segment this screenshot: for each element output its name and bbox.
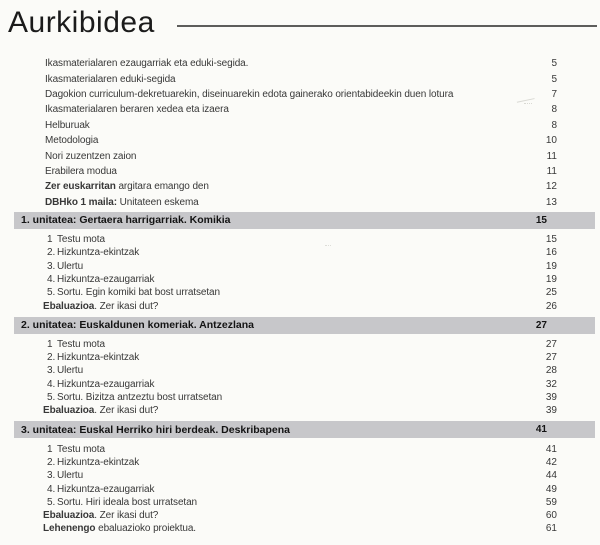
evaluation-label-rest: . Zer ikasi dut?: [94, 300, 159, 312]
subentry-page: 19: [545, 260, 557, 272]
subentry-page: 59: [545, 496, 557, 508]
toc-entry: [0, 56, 600, 71]
toc-entry-label: Metodologia: [45, 135, 99, 147]
subentry-number: 4.: [47, 483, 56, 495]
subentry-number: 4.: [47, 378, 56, 390]
evaluation-label: [43, 405, 537, 416]
page-title: Aurkibidea: [8, 6, 155, 39]
toc-entry-label: [45, 197, 537, 208]
toc-entry-label-bold: DBHko 1 maila:: [45, 196, 117, 208]
subentry-label: Ulertu: [57, 260, 84, 272]
subentry-label: Hizkuntza-ezaugarriak: [57, 378, 155, 390]
toc-entry-page: 5: [551, 73, 557, 85]
subentry-label: Sortu. Egin komiki bat bost urratsetan: [57, 287, 220, 299]
subentry-label: Testu mota: [57, 443, 105, 455]
subentry-number: 5.: [47, 392, 56, 404]
toc-entry: [0, 164, 600, 179]
subentry-number: 3.: [47, 470, 56, 482]
toc-subentry: [0, 378, 600, 391]
subentry-page: 32: [545, 378, 557, 390]
toc-entry: [0, 87, 600, 102]
toc-entry-label: Ikasmaterialaren eduki-segida: [45, 73, 176, 85]
section-page: 41: [535, 424, 547, 436]
toc-subentry: [0, 286, 600, 299]
subentry-number: 2.: [47, 456, 56, 468]
page-header: [0, 0, 600, 41]
subentry-label: Ulertu: [57, 470, 84, 482]
toc-entry: [0, 118, 600, 133]
toc-subentry: [0, 260, 600, 273]
project-label-rest: ebaluazioko proiektua.: [95, 523, 196, 535]
toc-entry-label: Dagokion curriculum-dekretuarekin, diseinuarekin edota gainerako orientabideekin duen lotura: [45, 88, 454, 100]
section-title: 2. unitatea: Euskaldunen komeriak. Antzezlana: [21, 319, 255, 332]
subentry-number: 5.: [47, 496, 56, 508]
toc-subentry: [0, 456, 600, 469]
subentry-number: 1: [47, 338, 53, 350]
subentry-label: Testu mota: [57, 338, 105, 350]
toc-entry-label: Erabilera modua: [45, 165, 117, 177]
subentry-page: 19: [545, 273, 557, 285]
subentry-label: Sortu. Bizitza antzeztu bost urratsetan: [57, 392, 223, 404]
evaluation-label-bold: Ebaluazioa: [43, 510, 95, 522]
toc-subentry: [0, 338, 600, 351]
toc-entry-page: 11: [546, 150, 557, 162]
section-header: [14, 212, 595, 229]
subentry-label: Hizkuntza-ekintzak: [57, 247, 140, 259]
subentry-page: 39: [545, 392, 557, 404]
subentry-page: 44: [545, 470, 557, 482]
section-entries: [0, 338, 600, 418]
project-label-bold: Lehenengo: [43, 523, 96, 535]
toc-subentry: [0, 391, 600, 404]
subentry-page: 27: [545, 352, 557, 364]
subentry-page: 16: [545, 247, 557, 259]
evaluation-label-rest: . Zer ikasi dut?: [94, 510, 159, 522]
subentry-number: 5.: [47, 287, 56, 299]
toc-entry-label: Nori zuzentzen zaion: [45, 150, 137, 162]
section-entries: [0, 442, 600, 535]
toc-entry-page: 8: [551, 119, 557, 131]
section-page: 15: [535, 214, 547, 226]
toc-evaluation-entry: [0, 404, 600, 417]
toc-project-entry: [0, 522, 600, 535]
subentry-number: 3.: [47, 365, 56, 377]
toc-entry-label-rest: argitara emango den: [115, 181, 209, 193]
section-unit-1: [0, 212, 600, 313]
subentry-page: 25: [545, 287, 557, 299]
evaluation-label: [43, 510, 537, 521]
toc-entry-page: 11: [546, 165, 557, 177]
subentry-page: 42: [545, 456, 557, 468]
subentry-label: Hizkuntza-ekintzak: [57, 352, 140, 364]
subentry-page: 41: [545, 443, 557, 455]
evaluation-label: [43, 301, 537, 312]
section-unit-2: [0, 317, 600, 418]
evaluation-label-bold: Ebaluazioa: [43, 405, 95, 417]
toc-entry-label-bold: Zer euskarritan: [45, 181, 116, 193]
subentry-label: Ulertu: [57, 365, 84, 377]
toc-entry-label: Ikasmaterialaren ezaugarriak eta eduki-segida.: [45, 58, 249, 70]
subentry-number: 2.: [47, 352, 56, 364]
toc-entry: [0, 133, 600, 148]
subentry-label: Testu mota: [57, 234, 105, 246]
toc-entry-label: Helburuak: [45, 119, 90, 131]
toc-evaluation-entry: [0, 509, 600, 522]
toc-entry-page: 8: [551, 104, 557, 116]
toc-entry: [0, 102, 600, 117]
toc-evaluation-entry: [0, 299, 600, 312]
subentry-number: 2.: [47, 247, 56, 259]
section-unit-3: [0, 421, 600, 535]
evaluation-page: 26: [545, 300, 557, 312]
toc-entry-page: 5: [551, 58, 557, 70]
toc-entry: [0, 179, 600, 194]
intro-entries: [0, 56, 600, 210]
section-title: 3. unitatea: Euskal Herriko hiri berdeak. Deskribapena: [21, 423, 291, 436]
toc-entry-page: 13: [545, 196, 557, 208]
project-page: 61: [545, 523, 557, 535]
section-header: [14, 421, 595, 438]
subentry-page: 27: [545, 338, 557, 350]
toc-entry-page: 10: [545, 135, 557, 147]
section-page: 27: [535, 319, 547, 331]
subentry-label: Sortu. Hiri ideala bost urratsetan: [57, 496, 198, 508]
toc-subentry: [0, 364, 600, 377]
project-label: [43, 523, 537, 534]
toc-entry: [0, 71, 600, 86]
subentry-label: Hizkuntza-ezaugarriak: [57, 483, 155, 495]
subentry-label: Hizkuntza-ezaugarriak: [57, 273, 155, 285]
toc-entry: [0, 148, 600, 163]
toc-subentry: [0, 482, 600, 495]
section-header: [14, 317, 595, 334]
subentry-number: 1: [47, 234, 53, 246]
evaluation-page: 39: [545, 405, 557, 417]
toc-subentry: [0, 496, 600, 509]
toc-entry-label-rest: Unitateen eskema: [116, 196, 199, 208]
subentry-number: 4.: [47, 273, 56, 285]
subentry-number: 3.: [47, 260, 56, 272]
subentry-page: 49: [545, 483, 557, 495]
section-entries: [0, 233, 600, 313]
toc-subentry: [0, 246, 600, 259]
subentry-page: 15: [545, 234, 557, 246]
toc-entry: [0, 195, 600, 210]
subentry-label: Hizkuntza-ekintzak: [57, 456, 140, 468]
toc-subentry: [0, 273, 600, 286]
section-title: 1. unitatea: Gertaera harrigarriak. Komikia: [21, 214, 231, 227]
toc-subentry: [0, 469, 600, 482]
title-rule: [177, 25, 597, 27]
toc-subentry: [0, 233, 600, 246]
toc-entry-label: Ikasmaterialaren beraren xedea eta izaera: [45, 104, 229, 116]
subentry-page: 28: [545, 365, 557, 377]
evaluation-label-rest: . Zer ikasi dut?: [94, 405, 159, 417]
toc-entry-label: [45, 181, 537, 192]
evaluation-label-bold: Ebaluazioa: [43, 300, 95, 312]
toc-subentry: [0, 351, 600, 364]
subentry-number: 1: [47, 443, 53, 455]
toc-subentry: [0, 442, 600, 455]
toc-entry-page: 12: [545, 181, 557, 193]
toc-entry-page: 7: [551, 88, 557, 100]
evaluation-page: 60: [545, 510, 557, 522]
